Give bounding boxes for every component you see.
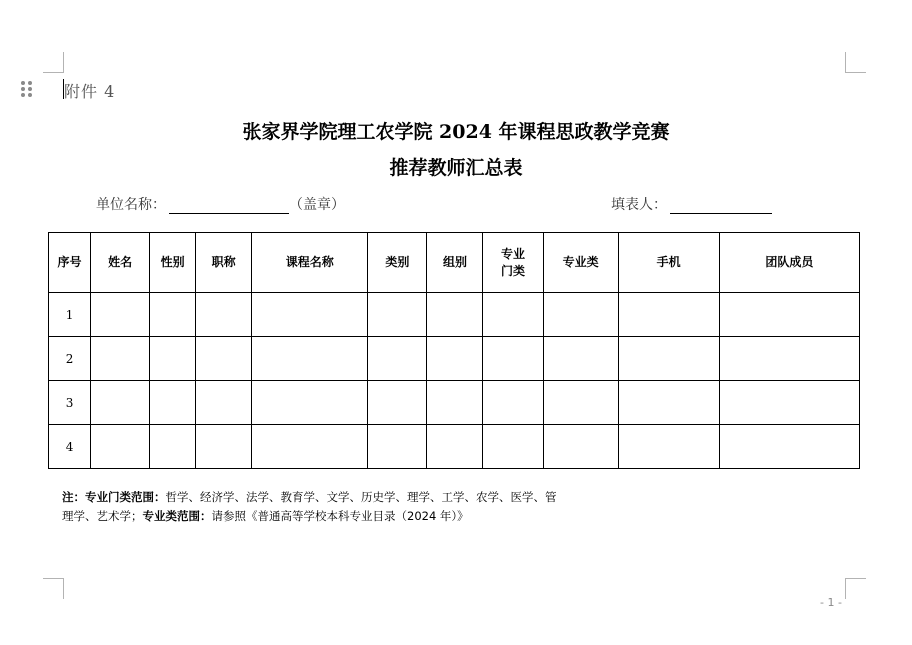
note-label-major-class: 专业类范围： — [142, 509, 212, 523]
corner-mark-top-right — [845, 52, 866, 73]
table-header-row — [49, 233, 860, 293]
table-cell[interactable] — [427, 381, 483, 425]
unit-name-line[interactable] — [96, 194, 345, 214]
table-cell[interactable] — [719, 293, 859, 337]
table-cell[interactable] — [719, 381, 859, 425]
table-cell[interactable] — [483, 425, 543, 469]
table-cell[interactable] — [91, 337, 150, 381]
table-cell[interactable] — [252, 337, 368, 381]
table-cell[interactable] — [91, 293, 150, 337]
table-cell[interactable] — [196, 425, 252, 469]
attachment-label[interactable]: 附件 4 — [64, 82, 116, 101]
table-cell[interactable] — [150, 381, 196, 425]
table-cell[interactable] — [150, 425, 196, 469]
table-cell[interactable] — [719, 337, 859, 381]
corner-mark-bottom-left — [43, 578, 64, 599]
header-major-category — [483, 233, 543, 293]
header-gender: 性别 — [150, 233, 196, 293]
table-row — [49, 425, 860, 469]
table-cell[interactable] — [368, 381, 427, 425]
table-cell[interactable] — [91, 425, 150, 469]
table-cell[interactable] — [483, 293, 543, 337]
table-cell[interactable] — [91, 381, 150, 425]
table-cell[interactable] — [150, 293, 196, 337]
row-index: 1 — [49, 293, 91, 337]
stamp-label: （盖章） — [289, 197, 345, 213]
table-cell[interactable] — [543, 425, 618, 469]
table-row — [49, 293, 860, 337]
header-group: 组别 — [427, 233, 483, 293]
header-team-members: 团队成员 — [719, 233, 859, 293]
note-text-major-class: 请参照《普通高等学校本科专业目录（2024 年）》 — [211, 509, 469, 523]
row-index: 4 — [49, 425, 91, 469]
header-major-class: 专业类 — [543, 233, 618, 293]
table-row — [49, 337, 860, 381]
unit-name-field[interactable] — [169, 197, 289, 214]
table-cell[interactable] — [483, 381, 543, 425]
table-cell[interactable] — [427, 293, 483, 337]
note-prefix: 注： — [62, 490, 85, 504]
note-text-major-category: 哲学、经济学、法学、教育学、文学、历史学、理学、工学、农学、医学、管理学、艺术学； — [62, 490, 557, 523]
table-cell[interactable] — [618, 337, 719, 381]
table-cell[interactable] — [618, 293, 719, 337]
row-index: 3 — [49, 381, 91, 425]
table-cell[interactable] — [618, 425, 719, 469]
teacher-summary-table[interactable] — [48, 232, 860, 469]
table-cell[interactable] — [196, 293, 252, 337]
table-cell[interactable] — [618, 381, 719, 425]
header-major-category-line2: 门类 — [501, 263, 526, 278]
table-cell[interactable] — [368, 337, 427, 381]
table-note[interactable] — [62, 488, 562, 526]
table-cell[interactable] — [543, 337, 618, 381]
header-phone: 手机 — [618, 233, 719, 293]
document-title[interactable]: 张家界学院理工农学院 2024 年课程思政教学竞赛 — [242, 121, 670, 143]
header-index: 序号 — [49, 233, 91, 293]
document-subtitle[interactable]: 推荐教师汇总表 — [389, 157, 523, 179]
table-cell[interactable] — [427, 425, 483, 469]
table-cell[interactable] — [543, 293, 618, 337]
table-cell[interactable] — [150, 337, 196, 381]
header-major-category-line1: 专业 — [501, 246, 526, 261]
drag-handle-icon[interactable] — [20, 80, 34, 98]
note-label-major-category: 专业门类范围： — [85, 490, 166, 504]
table-cell[interactable] — [719, 425, 859, 469]
filler-field[interactable] — [670, 197, 772, 214]
row-index: 2 — [49, 337, 91, 381]
table-cell[interactable] — [252, 381, 368, 425]
header-title: 职称 — [196, 233, 252, 293]
table-row — [49, 381, 860, 425]
corner-mark-top-left — [43, 52, 64, 73]
filler-line[interactable] — [611, 194, 772, 214]
table-cell[interactable] — [483, 337, 543, 381]
table-cell[interactable] — [252, 425, 368, 469]
corner-mark-bottom-right — [845, 578, 866, 599]
table-cell[interactable] — [368, 293, 427, 337]
header-course-name: 课程名称 — [252, 233, 368, 293]
filler-label: 填表人： — [611, 197, 667, 213]
unit-name-label: 单位名称： — [96, 197, 166, 213]
table-cell[interactable] — [252, 293, 368, 337]
table-cell[interactable] — [196, 337, 252, 381]
header-name: 姓名 — [91, 233, 150, 293]
page-number: - 1 - — [820, 596, 842, 609]
table-cell[interactable] — [368, 425, 427, 469]
table-cell[interactable] — [196, 381, 252, 425]
table-cell[interactable] — [427, 337, 483, 381]
header-category: 类别 — [368, 233, 427, 293]
table-cell[interactable] — [543, 381, 618, 425]
